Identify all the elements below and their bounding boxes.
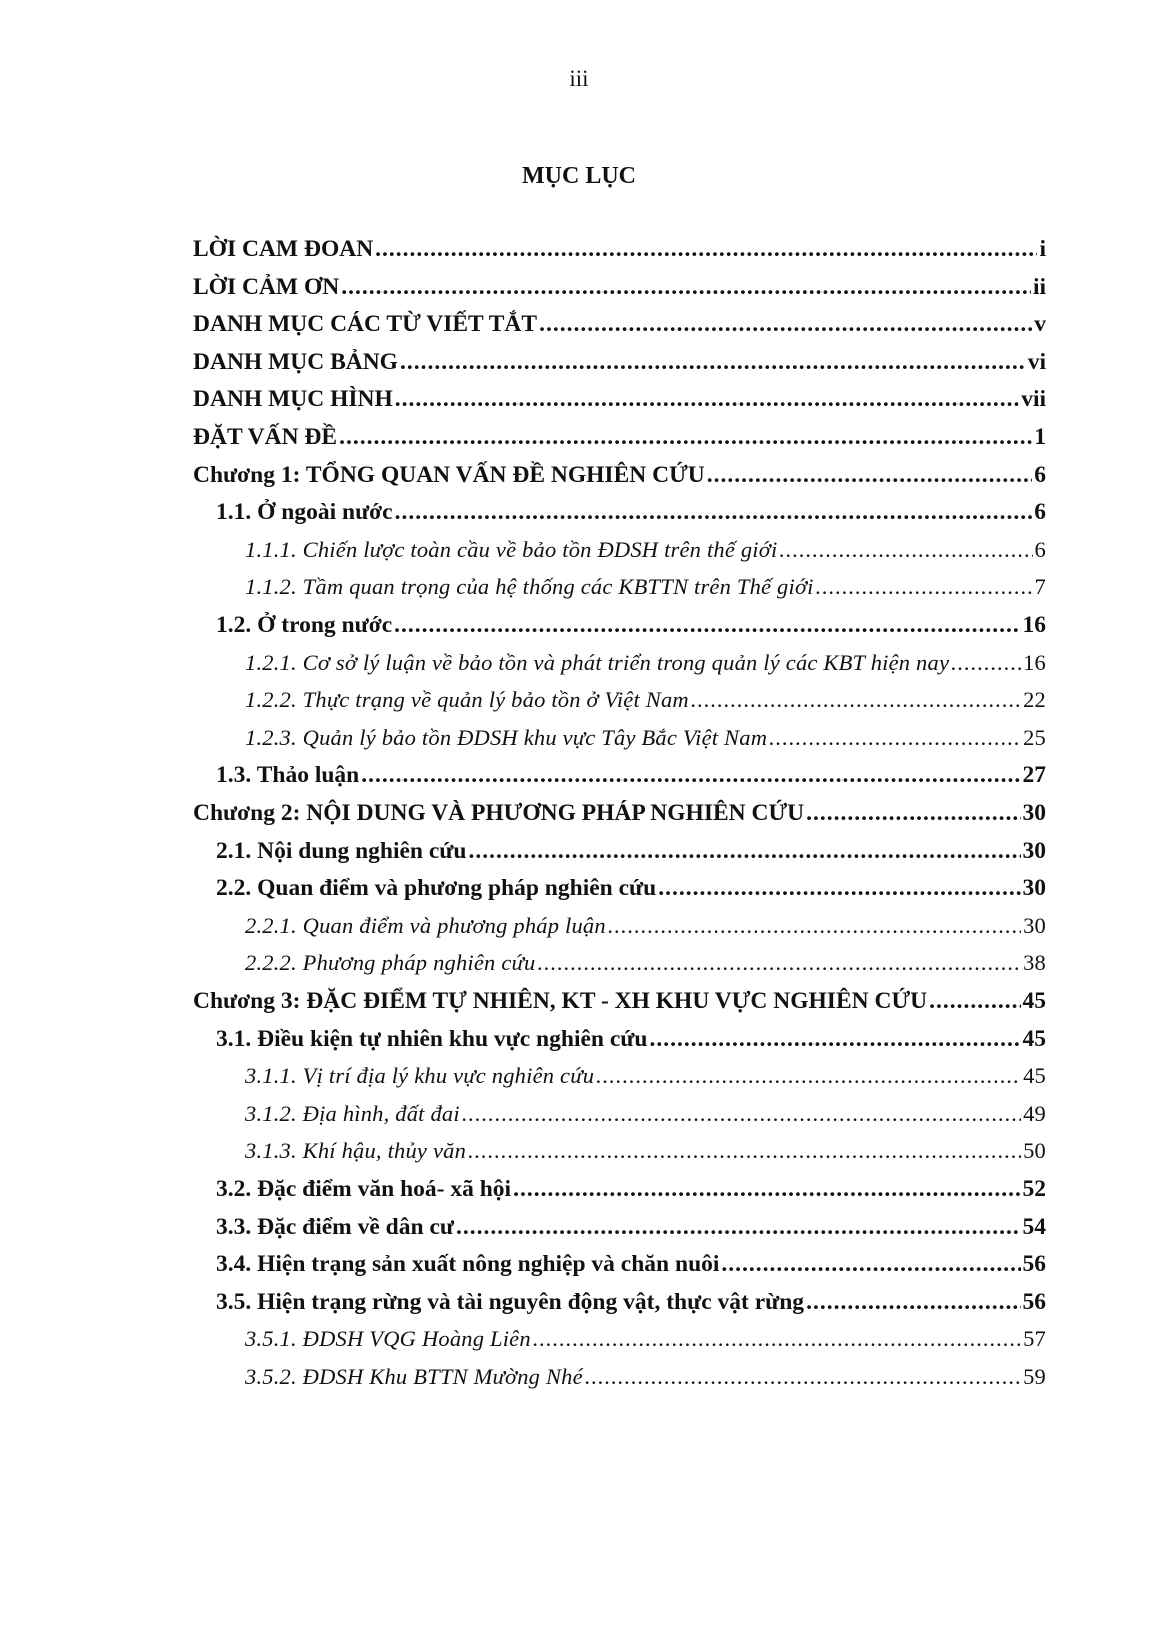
dot-leader — [537, 950, 1021, 976]
dot-leader — [658, 875, 1020, 902]
toc-entry-label: DANH MỤC CÁC TỪ VIẾT TẮT — [193, 311, 538, 338]
dot-leader — [395, 386, 1019, 413]
toc-entry-label: ĐẶT VẤN ĐỀ — [193, 424, 338, 450]
dot-leader — [929, 988, 1020, 1015]
dot-leader — [400, 349, 1026, 376]
toc-entry-label: 1.3. Thảo luận — [216, 762, 360, 789]
toc-entry-label: 3.3. Đặc điểm về dân cư — [216, 1213, 454, 1240]
toc-entry-label: 2.2.1. Quan điểm và phương pháp luận — [245, 912, 606, 938]
dot-leader — [513, 1176, 1020, 1203]
toc-entry-page: 6 — [1034, 461, 1046, 488]
dot-leader — [468, 1138, 1021, 1164]
toc-entry[interactable] — [193, 274, 1046, 304]
dot-leader — [394, 612, 1020, 639]
toc-entry-label: 3.1.2. Địa hình, đất đai — [245, 1100, 460, 1126]
toc-entry-label: Chương 1: TỔNG QUAN VẤN ĐỀ NGHIÊN CỨU — [193, 461, 705, 488]
toc-entry-label: 1.2. Ở trong nước — [216, 612, 393, 638]
toc-entry-label: 3.1. Điều kiện tự nhiên khu vực nghiên cứu — [216, 1025, 648, 1052]
toc-entry[interactable] — [216, 1214, 1046, 1244]
dot-leader — [649, 1026, 1020, 1053]
toc-entry-label: 1.1.2. Tầm quan trọng của hệ thống các KBTTN trên Thế giới — [245, 574, 814, 600]
dot-leader — [539, 311, 1032, 338]
dot-leader — [339, 424, 1032, 451]
toc-entry[interactable] — [245, 650, 1046, 680]
toc-entry-page: 30 — [1022, 800, 1046, 826]
toc-entry-label: 1.1.1. Chiến lược toàn cầu về bảo tồn ĐDSH trên thế giới — [245, 536, 778, 562]
dot-leader — [779, 537, 1032, 563]
toc-entry[interactable] — [245, 574, 1046, 604]
toc-entry[interactable] — [245, 1063, 1046, 1093]
dot-leader — [468, 838, 1020, 865]
toc-entry-page: 59 — [1023, 1364, 1046, 1389]
toc-entry-page: 7 — [1034, 574, 1046, 600]
dot-leader — [395, 499, 1033, 526]
toc-entry-page: 57 — [1023, 1326, 1046, 1352]
toc-entry[interactable] — [216, 1026, 1046, 1056]
dot-leader — [361, 762, 1020, 789]
toc-entry-label: 3.4. Hiện trạng sản xuất nông nghiệp và chăn nuôi — [216, 1251, 720, 1278]
dot-leader — [806, 800, 1020, 827]
toc-entry-page: 6 — [1034, 536, 1046, 562]
toc-entry-page: 38 — [1023, 950, 1046, 976]
toc-entry[interactable] — [193, 988, 1046, 1018]
toc-entry-label: 1.2.2. Thực trạng về quản lý bảo tồn ở Việt Nam — [245, 687, 689, 713]
dot-leader — [462, 1101, 1021, 1127]
dot-leader — [596, 1063, 1021, 1089]
toc-entry-label: DANH MỤC BẢNG — [193, 348, 398, 375]
toc-entry-page: i — [1039, 236, 1046, 262]
toc-title: MỤC LỤC — [522, 163, 636, 189]
toc-entry-page: 54 — [1022, 1213, 1046, 1240]
dot-leader — [608, 913, 1021, 939]
toc-entry-label: 2.2.2. Phương pháp nghiên cứu — [245, 950, 536, 976]
toc-entry-page: 49 — [1023, 1100, 1046, 1126]
toc-entry-page: vii — [1021, 386, 1046, 413]
toc-entry-page: 56 — [1022, 1288, 1046, 1315]
toc-entry-page: ii — [1032, 273, 1046, 300]
toc-entry[interactable] — [216, 1251, 1046, 1281]
toc-entry[interactable] — [245, 1101, 1046, 1131]
dot-leader — [691, 687, 1021, 713]
toc-entry-page: vi — [1027, 348, 1046, 375]
toc-entry-label: LỜI CAM ĐOAN — [193, 236, 374, 262]
toc-entry-page: 50 — [1023, 1138, 1046, 1164]
toc-entry-page: 22 — [1023, 687, 1046, 713]
toc-entry-page: 25 — [1023, 724, 1046, 750]
toc-entry[interactable] — [193, 462, 1046, 492]
dot-leader — [721, 1251, 1020, 1278]
toc-entry-label: DANH MỤC HÌNH — [193, 386, 393, 413]
toc-entry[interactable] — [193, 386, 1046, 416]
dot-leader — [585, 1364, 1021, 1390]
dot-leader — [951, 650, 1021, 676]
toc-entry-label: 3.5.1. ĐDSH VQG Hoàng Liên — [245, 1326, 531, 1352]
toc-entry[interactable] — [245, 1364, 1046, 1394]
toc-entry-page: 1 — [1034, 424, 1046, 450]
toc-entry[interactable] — [245, 687, 1046, 717]
toc-entry[interactable] — [245, 913, 1046, 943]
toc-entry-page: 6 — [1034, 499, 1046, 526]
dot-leader — [375, 236, 1037, 263]
toc-entry-page: 30 — [1022, 837, 1046, 864]
toc-entry[interactable] — [245, 537, 1046, 567]
toc-entry-page: 30 — [1023, 912, 1046, 938]
toc-entry-page: v — [1034, 311, 1046, 338]
toc-entry-label: 2.2. Quan điểm và phương pháp nghiên cứu — [216, 875, 657, 902]
toc-entry[interactable] — [193, 800, 1046, 830]
toc-entry[interactable] — [216, 838, 1046, 868]
toc-entry-label: 3.1.3. Khí hậu, thủy văn — [245, 1138, 467, 1164]
toc-entry[interactable] — [193, 236, 1046, 266]
toc-entry[interactable] — [245, 1138, 1046, 1168]
toc-entry-label: 3.1.1. Vị trí địa lý khu vực nghiên cứu — [245, 1063, 595, 1089]
toc-entry[interactable] — [216, 1289, 1046, 1319]
toc-entry[interactable] — [245, 950, 1046, 980]
page-number: iii — [569, 66, 589, 91]
toc-entry-label: 3.5.2. ĐDSH Khu BTTN Mường Nhé — [245, 1364, 583, 1389]
toc-entry[interactable] — [216, 875, 1046, 905]
toc-entry[interactable] — [193, 311, 1046, 341]
dot-leader — [341, 274, 1031, 301]
toc-entry-label: Chương 2: NỘI DUNG VÀ PHƯƠNG PHÁP NGHIÊN CỨU — [193, 800, 805, 826]
dot-leader — [769, 725, 1021, 751]
toc-entry-label: 1.2.3. Quản lý bảo tồn ĐDSH khu vực Tây Bắc Việt Nam — [245, 724, 768, 750]
dot-leader — [456, 1214, 1021, 1241]
toc-entry[interactable] — [193, 424, 1046, 454]
toc-entry-page: 16 — [1023, 649, 1046, 675]
toc-entry-page: 45 — [1022, 988, 1046, 1014]
dot-leader — [533, 1326, 1021, 1352]
toc-entry-page: 16 — [1022, 612, 1046, 638]
toc-entry-label: Chương 3: ĐẶC ĐIỂM TỰ NHIÊN, KT - XH KHU VỰC NGHIÊN CỨU — [193, 988, 928, 1014]
dot-leader — [816, 574, 1033, 600]
dot-leader — [707, 462, 1033, 489]
toc-entry-label: 1.2.1. Cơ sở lý luận về bảo tồn và phát triển trong quản lý các KBT hiện nay — [245, 649, 950, 675]
toc-entry[interactable] — [245, 1326, 1046, 1356]
toc-entry[interactable] — [216, 1176, 1046, 1206]
toc-entry-label: LỜI CẢM ƠN — [193, 273, 340, 300]
toc-entry-label: 3.5. Hiện trạng rừng và tài nguyên động vật, thực vật rừng — [216, 1288, 805, 1315]
toc-entry-label: 3.2. Đặc điểm văn hoá- xã hội — [216, 1176, 512, 1202]
toc-entry[interactable] — [216, 762, 1046, 792]
dot-leader — [806, 1289, 1020, 1316]
toc-entry-label: 1.1. Ở ngoài nước — [216, 499, 393, 526]
toc-entry-page: 56 — [1022, 1251, 1046, 1278]
toc-entry[interactable] — [245, 725, 1046, 755]
toc-entry-page: 27 — [1022, 762, 1046, 789]
toc-entry[interactable] — [193, 349, 1046, 379]
toc-entry[interactable] — [216, 499, 1046, 529]
toc-entry[interactable] — [216, 612, 1046, 642]
toc-entry-page: 45 — [1023, 1063, 1046, 1089]
toc-entry-label: 2.1. Nội dung nghiên cứu — [216, 837, 467, 864]
toc-entry-page: 45 — [1022, 1025, 1046, 1052]
toc-entry-page: 30 — [1022, 875, 1046, 902]
toc-entry-page: 52 — [1022, 1176, 1046, 1202]
